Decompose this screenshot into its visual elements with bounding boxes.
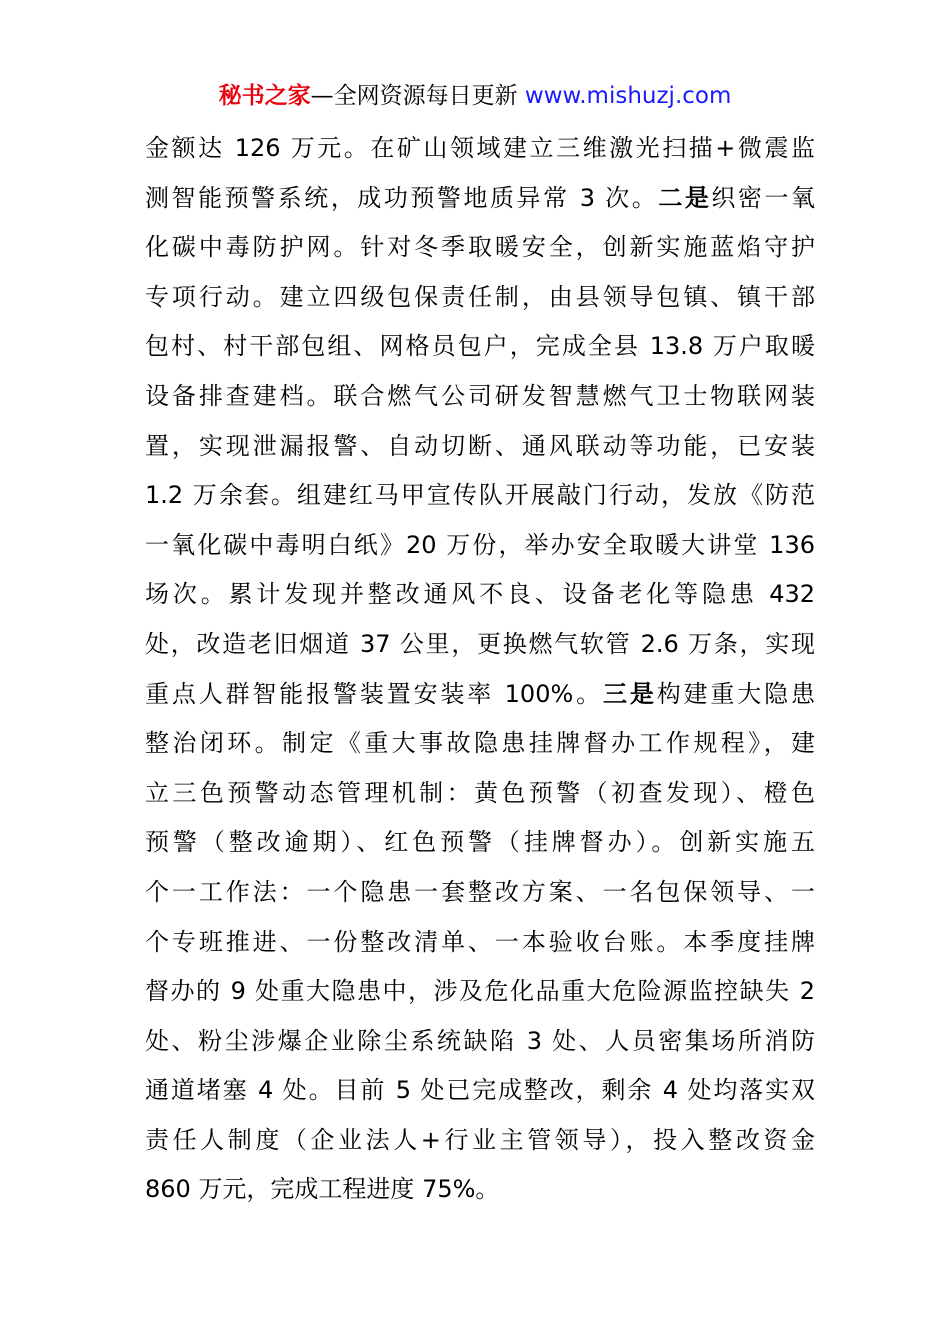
line-text: 860 万元，完成工程进度 75%。 bbox=[145, 1175, 500, 1204]
line-text: 整治闭环。制定《重大事故隐患挂牌督办工作规程》，建 bbox=[145, 729, 815, 758]
text-line bbox=[145, 918, 815, 968]
line-text: 重点人群智能报警装置安装率 100%。 bbox=[145, 679, 603, 708]
brand-name: 秘书之家 bbox=[218, 83, 311, 109]
line-text: 金额达 126 万元。在矿山领域建立三维激光扫描+微震监 bbox=[145, 134, 815, 162]
text-line bbox=[145, 521, 815, 571]
line-text: 设备排查建档。联合燃气公司研发智慧燃气卫士物联网装 bbox=[145, 381, 815, 410]
line-text: 一氧化碳中毒明白纸》20 万份，举办安全取暖大讲堂 136 bbox=[145, 530, 815, 559]
text-line bbox=[145, 174, 815, 224]
text-line bbox=[145, 223, 815, 273]
line-text: 专项行动。建立四级包保责任制，由县领导包镇、镇干部 bbox=[145, 282, 815, 311]
line-text: 测智能预警系统，成功预警地质异常 3 次。 bbox=[145, 183, 659, 212]
text-line bbox=[145, 124, 815, 174]
text-line bbox=[145, 967, 815, 1017]
text-line bbox=[145, 422, 815, 472]
text-line bbox=[145, 1066, 815, 1116]
line-text: 处，改造老旧烟道 37 公里，更换燃气软管 2.6 万条，实现 bbox=[145, 629, 815, 658]
text-line bbox=[145, 322, 815, 372]
text-line bbox=[145, 620, 815, 670]
site-url-link[interactable]: www.mishuzj.com bbox=[524, 83, 732, 109]
line-text: 构建重大隐患 bbox=[656, 679, 815, 708]
section-marker-bold: 三是 bbox=[602, 679, 657, 708]
text-line bbox=[145, 868, 815, 918]
text-line bbox=[145, 372, 815, 422]
header-tagline: —全网资源每日更新 bbox=[310, 83, 525, 109]
line-text: 场次。累计发现并整改通风不良、设备老化等隐患 432 bbox=[145, 580, 815, 609]
text-line bbox=[145, 471, 815, 521]
text-line bbox=[145, 1116, 815, 1166]
text-line bbox=[145, 818, 815, 868]
line-text: 个一工作法：一个隐患一套整改方案、一名包保领导、一 bbox=[145, 877, 815, 906]
line-text: 织密一氧 bbox=[711, 183, 816, 212]
document-body bbox=[145, 124, 815, 1215]
text-line bbox=[145, 273, 815, 323]
line-text: 化碳中毒防护网。针对冬季取暖安全，创新实施蓝焰守护 bbox=[145, 233, 815, 262]
text-line bbox=[145, 769, 815, 819]
line-text: 包村、村干部包组、网格员包户，完成全县 13.8 万户取暖 bbox=[145, 332, 815, 361]
line-text: 置，实现泄漏报警、自动切断、通风联动等功能，已安装 bbox=[145, 431, 815, 460]
line-text: 通道堵塞 4 处。目前 5 处已完成整改，剩余 4 处均落实双 bbox=[145, 1076, 815, 1105]
section-marker-bold: 二是 bbox=[658, 183, 712, 212]
text-line bbox=[145, 1165, 815, 1215]
line-text: 处、粉尘涉爆企业除尘系统缺陷 3 处、人员密集场所消防 bbox=[145, 1026, 815, 1055]
line-text: 督办的 9 处重大隐患中，涉及危化品重大危险源监控缺失 2 bbox=[145, 977, 815, 1006]
text-line bbox=[145, 1017, 815, 1067]
line-text: 立三色预警动态管理机制：黄色预警（初查发现）、橙色 bbox=[145, 778, 815, 807]
line-text: 1.2 万余套。组建红马甲宣传队开展敲门行动，发放《防范 bbox=[145, 481, 815, 510]
site-header bbox=[0, 80, 950, 112]
line-text: 个专班推进、一份整改清单、一本验收台账。本季度挂牌 bbox=[145, 927, 815, 956]
line-text: 责任人制度（企业法人+行业主管领导），投入整改资金 bbox=[145, 1125, 815, 1154]
text-line bbox=[145, 719, 815, 769]
line-text: 预警（整改逾期）、红色预警（挂牌督办）。创新实施五 bbox=[145, 828, 815, 857]
text-line bbox=[145, 570, 815, 620]
text-line bbox=[145, 670, 815, 720]
